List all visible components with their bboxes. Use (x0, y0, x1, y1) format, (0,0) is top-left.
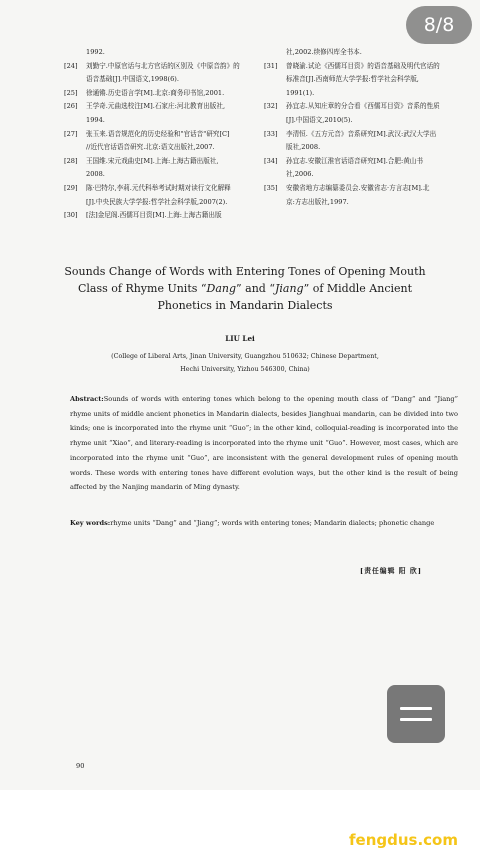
reference-text: //近代官话语音研究.北京:语文出版社,2007. (86, 143, 215, 152)
reference-text: [J].中央民族大学学报:哲学社会科学版,2007(2). (86, 197, 228, 206)
abstract-text: Sounds of words with entering tones which belong to the opening mouth class of “Dang” and “Jiang” rhyme units of middle ancient phonetics in Mandarin dialects, besides Jianghuai mandarin, can be divided into two kinds; one is incorporated into the rhyme unit “Guo”; in the other kind, colloquial-reading is incorporated into the rhyme unit “Xiao”, and literary-reading is incorporated into the rhyme unit “Guo”. However, most cases, which are incorporated into the rhyme unit “Guo”, are inconsistent with the general development rules of opening mouth words. These words with entering tones have different evolution ways, but the other kind is the result of being affected by the Nanjing mandarin of Ming dynasty. (70, 395, 458, 492)
reference-number: [24] (64, 61, 78, 70)
reference-line (264, 87, 444, 101)
reference-line (64, 196, 244, 210)
reference-text: 2008. (86, 170, 105, 179)
reference-number: [35] (264, 183, 278, 192)
title-line-3: Phonetics in Mandarin Dialects (157, 299, 333, 312)
title-line-2-part-a: Class of Rhyme Units “ (77, 282, 207, 295)
site-watermark: fengdus.com (349, 831, 458, 849)
reference-text: 1992. (86, 48, 105, 56)
reference-line (64, 141, 244, 155)
reference-line (64, 209, 244, 223)
abstract-label: Abstract: (70, 395, 104, 403)
keywords (70, 516, 458, 531)
reference-text: 社,2006. (286, 170, 314, 179)
page-number: 90 (76, 762, 85, 770)
reference-text: 曾晓渝.试论《西儒耳目资》的语音基础及明代官话的 (286, 61, 440, 70)
reference-number: [26] (64, 102, 78, 111)
reference-line (64, 182, 244, 196)
author-affiliation (80, 351, 410, 376)
keywords-label: Key words: (70, 519, 111, 527)
title-term-jiang: Jiang (274, 282, 304, 295)
reference-text: 版社,2008. (286, 143, 321, 152)
page-indicator: 8/8 (406, 6, 472, 44)
reference-number: [29] (64, 183, 78, 192)
reference-number: [27] (64, 129, 78, 138)
reference-text: 李清恒.《五方元音》音系研究[M].武汉:武汉大学出 (286, 129, 437, 138)
responsible-editor-note: [责任编辑 阳 欣] (360, 567, 422, 575)
abstract (70, 392, 458, 495)
reference-line (264, 60, 444, 74)
reference-text: 张玉来.语音规范化的历史经验和"官话音"研究[C] (86, 129, 230, 138)
reference-line (64, 155, 244, 169)
reference-text: 标准音[J].西南师范大学学报:哲学社会科学版, (286, 75, 419, 84)
reference-text: 陈·巴特尔,李莉.元代科举考试时期对读行文化解释 (86, 183, 231, 192)
reference-number: [28] (64, 156, 78, 165)
reference-number: [30] (64, 211, 78, 220)
reference-text: [法]金尼阁.西儒耳目资[M].上海:上海古籍出版 (86, 211, 222, 220)
reference-line (64, 73, 244, 87)
affiliation-line-1: (College of Liberal Arts, Jinan University, Guangzhou 510632; Chinese Department, (111, 353, 379, 360)
reference-column-right (264, 46, 444, 223)
reference-text: 王国维.宋元戏曲史[M].上海:上海古籍出版社, (86, 156, 219, 165)
reference-number: [34] (264, 156, 278, 165)
reference-text: 孙宜志.从知庄章的分合看《西儒耳目资》音系的性质 (286, 102, 440, 111)
reference-line (64, 114, 244, 128)
reference-line (64, 168, 244, 182)
reference-text: 社,2002.续修四库全书本. (286, 48, 362, 56)
reference-number: [32] (264, 102, 278, 111)
title-line-1: Sounds Change of Words with Entering Tones of Opening Mouth (64, 265, 426, 278)
reference-number: [33] (264, 129, 278, 138)
keywords-text: rhyme units “Dang” and “Jiang”; words with entering tones; Mandarin dialects; phonetic change (110, 519, 435, 527)
reference-line (264, 46, 444, 60)
reference-number: [31] (264, 61, 278, 70)
reference-text: 刘勤宁.中原官话与北方官话的区别及《中原音韵》的 (86, 61, 240, 70)
reference-line (264, 114, 444, 128)
reference-line (264, 168, 444, 182)
reference-line (264, 128, 444, 142)
reference-line (264, 73, 444, 87)
reference-line (264, 182, 444, 196)
title-line-2-part-c: ” of Middle Ancient (303, 282, 413, 295)
paper-title (60, 263, 430, 314)
reference-text: 1994. (86, 115, 105, 124)
reference-list (64, 46, 444, 223)
reference-column-left (64, 46, 244, 223)
affiliation-line-2: Hechi University, Yizhou 546300, China) (180, 365, 310, 373)
reference-text: [J].中国语文,2010(5). (286, 115, 353, 124)
reference-text: 京:方志出版社,1997. (286, 197, 349, 206)
reference-line (64, 128, 244, 142)
author-name: LIU Lei (225, 334, 255, 343)
reference-line (264, 141, 444, 155)
reference-text: 1991(1). (286, 88, 315, 97)
reference-text: 语音基础[J].中国语文,1998(6). (86, 75, 179, 84)
reference-text: 安徽省地方志编纂委员会.安徽省志·方言志[M].北 (286, 183, 430, 192)
reference-line (264, 196, 444, 210)
reference-text: 孙宜志.安徽江淮官话语音研究[M].合肥:黄山书 (286, 156, 423, 165)
reference-line (264, 100, 444, 114)
reference-line (64, 46, 244, 60)
title-line-2-part-b: ” and “ (236, 282, 275, 295)
menu-icon-bar-bottom (400, 718, 432, 721)
title-line-2 (60, 280, 430, 297)
title-term-dang: Dang (206, 282, 237, 295)
reference-line (64, 87, 244, 101)
reference-number: [25] (64, 88, 78, 97)
reference-line (64, 60, 244, 74)
reference-text: 王学奇.元曲选校注[M].石家庄:河北教育出版社, (86, 102, 226, 111)
reference-text: 徐通锵.历史语言学[M].北京:商务印书馆,2001. (86, 88, 225, 97)
reference-line (64, 100, 244, 114)
reference-line (264, 155, 444, 169)
menu-icon-bar-top (400, 707, 432, 710)
menu-button[interactable] (387, 685, 445, 743)
